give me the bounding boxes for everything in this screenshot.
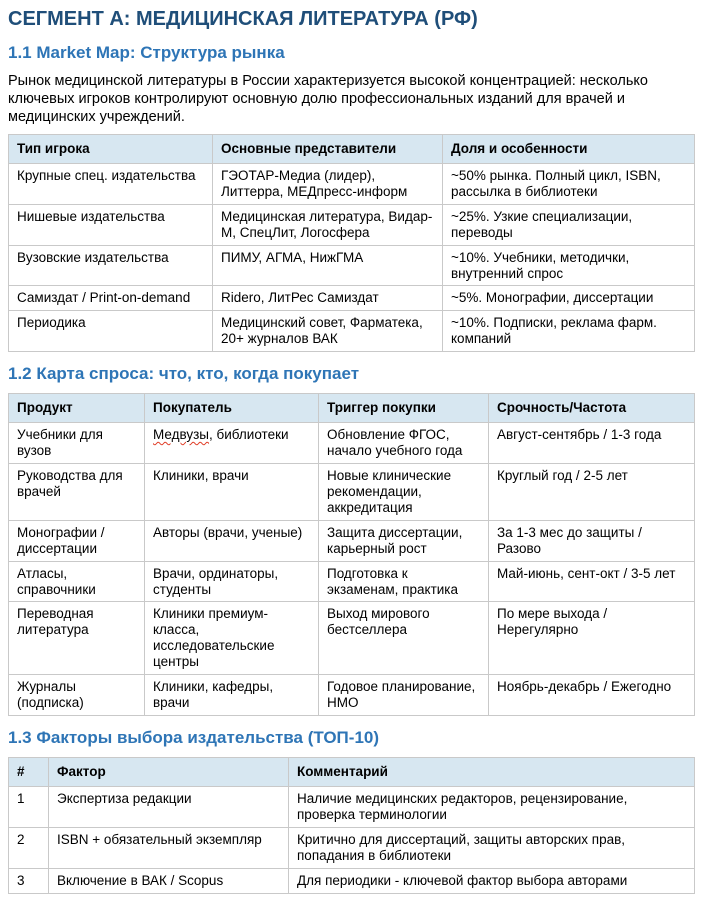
market-intro-paragraph: Рынок медицинской литературы в России характеризуется высокой концентрацией: несколько ключевых игроков контролируют основную долю профессиональных изданий для врачей и медицинских учреждений. (8, 73, 648, 125)
table-cell: Ridero, ЛитРес Самиздат (213, 286, 443, 311)
table-cell: ~5%. Монографии, диссертации (443, 286, 695, 311)
document-page (8, 8, 695, 894)
table-cell: 1 (9, 786, 49, 827)
misspelled-word: Медвузы (153, 427, 210, 443)
page-title: СЕГМЕНТ А: МЕДИЦИНСКАЯ ЛИТЕРАТУРА (РФ) (8, 8, 478, 30)
column-header: Основные представители (213, 135, 443, 164)
section-1-3-heading: 1.3 Факторы выбора издательства (ТОП-10) (8, 727, 380, 747)
table-cell: По мере выхода / Нерегулярно (489, 602, 695, 675)
table-cell: Защита диссертации, карьерный рост (319, 520, 489, 561)
market-map-table (8, 134, 695, 352)
table-cell: Журналы (подписка) (9, 675, 145, 716)
section-1-2-heading: 1.2 Карта спроса: что, кто, когда покупает (8, 364, 360, 384)
publisher-choice-factors-table (8, 757, 695, 894)
column-header: Тип игрока (9, 135, 213, 164)
column-header: Покупатель (145, 394, 319, 423)
table-row (9, 245, 695, 286)
table-row (9, 204, 695, 245)
table-row (9, 868, 695, 893)
table-cell: Ноябрь-декабрь / Ежегодно (489, 675, 695, 716)
table-cell: ~10%. Учебники, методички, внутренний спрос (443, 245, 695, 286)
table-row (9, 311, 695, 352)
table-cell: Нишевые издательства (9, 204, 213, 245)
table-cell: Монографии / диссертации (9, 520, 145, 561)
table-cell: Периодика (9, 311, 213, 352)
table-cell: Клиники премиум-класса, исследовательские центры (145, 602, 319, 675)
table-row (9, 561, 695, 602)
table-cell: Учебники для вузов (9, 423, 145, 464)
table-header-row (9, 394, 695, 423)
column-header: # (9, 757, 49, 786)
column-header: Комментарий (289, 757, 695, 786)
table-cell: Вузовские издательства (9, 245, 213, 286)
table-cell: Переводная литература (9, 602, 145, 675)
column-header: Срочность/Частота (489, 394, 695, 423)
table-row (9, 463, 695, 520)
table-cell: Атласы, справочники (9, 561, 145, 602)
table-cell: Авторы (врачи, ученые) (145, 520, 319, 561)
table-cell: Обновление ФГОС, начало учебного года (319, 423, 489, 464)
table-cell: Клиники, кафедры, врачи (145, 675, 319, 716)
table-cell: ~50% рынка. Полный цикл, ISBN, рассылка в библиотеки (443, 163, 695, 204)
table-cell: Экспертиза редакции (49, 786, 289, 827)
table-cell: Медицинский совет, Фарматека, 20+ журналов ВАК (213, 311, 443, 352)
table-cell: Медвузы, библиотеки (145, 423, 319, 464)
table-cell: Новые клинические рекомендации, аккредитация (319, 463, 489, 520)
table-cell: Включение в ВАК / Scopus (49, 868, 289, 893)
table-cell: Критично для диссертаций, защиты авторских прав, попадания в библиотеки (289, 827, 695, 868)
demand-map-table (8, 393, 695, 716)
table-row (9, 675, 695, 716)
column-header: Продукт (9, 394, 145, 423)
table-row (9, 163, 695, 204)
table-cell: ~10%. Подписки, реклама фарм. компаний (443, 311, 695, 352)
table-header-row (9, 757, 695, 786)
table-cell: 2 (9, 827, 49, 868)
table-header-row (9, 135, 695, 164)
table-cell: Самиздат / Print-on-demand (9, 286, 213, 311)
table-row (9, 786, 695, 827)
table-cell: Выход мирового бестселлера (319, 602, 489, 675)
column-header: Фактор (49, 757, 289, 786)
table-cell: Годовое планирование, НМО (319, 675, 489, 716)
table-cell: ПИМУ, АГМА, НижГМА (213, 245, 443, 286)
table-cell: За 1-3 мес до защиты / Разово (489, 520, 695, 561)
table-cell: Август-сентябрь / 1-3 года (489, 423, 695, 464)
table-cell: Наличие медицинских редакторов, рецензирование, проверка терминологии (289, 786, 695, 827)
table-cell: Подготовка к экзаменам, практика (319, 561, 489, 602)
table-cell: ГЭОТАР-Медиа (лидер), Литтерра, МЕДпресс-информ (213, 163, 443, 204)
table-cell: Круглый год / 2-5 лет (489, 463, 695, 520)
table-row (9, 520, 695, 561)
section-1-1-heading: 1.1 Market Map: Структура рынка (8, 43, 285, 62)
table-cell: Клиники, врачи (145, 463, 319, 520)
table-cell: Руководства для врачей (9, 463, 145, 520)
table-cell: Медицинская литература, Видар-М, СпецЛит, Логосфера (213, 204, 443, 245)
table-cell: ~25%. Узкие специализации, переводы (443, 204, 695, 245)
table-cell: ISBN + обязательный экземпляр (49, 827, 289, 868)
table-row (9, 286, 695, 311)
table-cell: Врачи, ординаторы, студенты (145, 561, 319, 602)
table-row (9, 827, 695, 868)
column-header: Доля и особенности (443, 135, 695, 164)
table-row (9, 423, 695, 464)
column-header: Триггер покупки (319, 394, 489, 423)
table-cell: Крупные спец. издательства (9, 163, 213, 204)
table-cell: Май-июнь, сент-окт / 3-5 лет (489, 561, 695, 602)
table-row (9, 602, 695, 675)
table-cell: Для периодики - ключевой фактор выбора авторами (289, 868, 695, 893)
table-cell: 3 (9, 868, 49, 893)
